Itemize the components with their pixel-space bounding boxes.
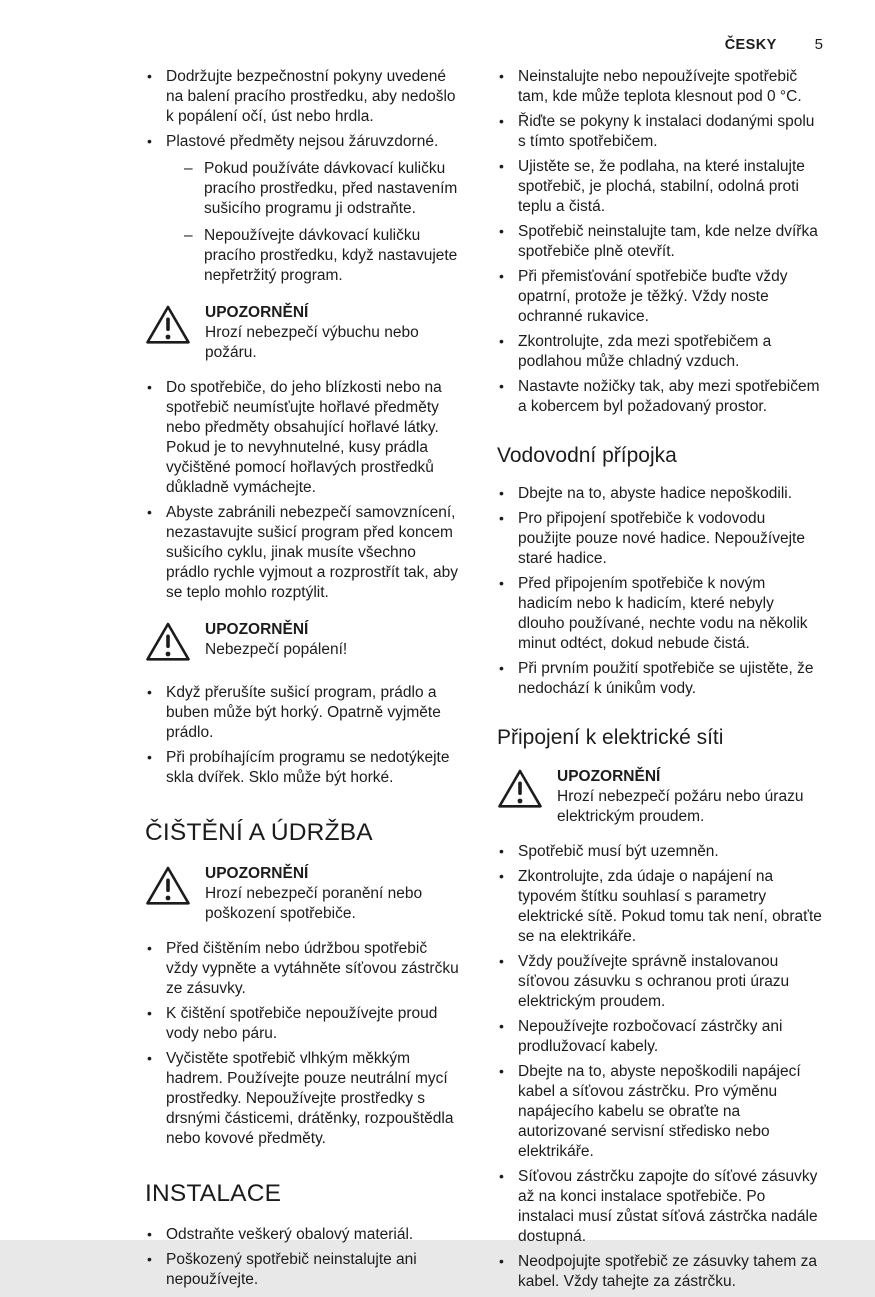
bullet-text: Když přerušíte sušicí program, prádlo a buben může být horký. Opatrně vyjměte prádlo. bbox=[166, 684, 441, 741]
bullet-marker-icon: • bbox=[147, 68, 152, 84]
warning-body bbox=[557, 767, 823, 827]
bullet-text: Před připojením spotřebiče k novým hadicím nebo k hadicím, které nebyly dlouho používané, nechte vodu na několik minut odtéct, dokud nebude čistá. bbox=[518, 575, 808, 652]
bullet-text: Síťovou zástrčku zapojte do síťové zásuvky až na konci instalace spotřebiče. Po instalaci musí zůstat síťová zástrčka nadále dostupná. bbox=[518, 1168, 818, 1245]
bullet-item bbox=[497, 659, 823, 699]
bullet-item bbox=[497, 157, 823, 217]
bullet-marker-icon: • bbox=[499, 575, 504, 591]
bullet-text: Dbejte na to, abyste nepoškodili napájecí kabel a síťovou zástrčku. Pro výměnu napájecího kabelu se obraťte na autorizované servisní středisko nebo elektrikáře. bbox=[518, 1063, 801, 1160]
warning-block bbox=[145, 620, 463, 668]
warning-block bbox=[145, 303, 463, 363]
bullet-item bbox=[497, 1017, 823, 1057]
bullet-marker-icon: • bbox=[499, 113, 504, 129]
bullet-text: Řiďte se pokyny k instalaci dodanými spolu s tímto spotřebičem. bbox=[518, 113, 815, 150]
bullet-text: K čištění spotřebiče nepoužívejte proud vody nebo páru. bbox=[166, 1005, 438, 1042]
bullet-text: Do spotřebiče, do jeho blízkosti nebo na spotřebič neumísťujte hořlavé předměty nebo předměty obsahující hořlavé látky. Pokud je to nevyhnutelné, kusy prádla vyčištěné pomocí hořlavých prostředků důkladně vymáchejte. bbox=[166, 379, 442, 496]
subsection-heading: Připojení k elektrické síti bbox=[497, 726, 724, 749]
bullet-marker-icon: • bbox=[147, 684, 152, 700]
section-heading: INSTALACE bbox=[145, 1180, 282, 1207]
bullet-list bbox=[497, 67, 823, 417]
bullet-item bbox=[145, 378, 463, 498]
language-label: ČESKY bbox=[724, 37, 777, 53]
warning-title: UPOZORNĚNÍ bbox=[557, 768, 661, 785]
warning-text: Hrozí nebezpečí poranění nebo poškození spotřebiče. bbox=[205, 885, 423, 922]
bullet-text: Abyste zabránili nebezpečí samovznícení, nezastavujte sušicí program před koncem sušicího cyklu, jinak musíte všechno prádlo rychle vyjmout a rozprostřít tak, aby se teplo mohlo rozptýlit. bbox=[166, 504, 459, 601]
bullet-item bbox=[145, 1250, 463, 1290]
bullet-text: Před čištěním nebo údržbou spotřebič vždy vypněte a vytáhněte síťovou zástrčku ze zásuvky. bbox=[166, 940, 459, 997]
warning-block bbox=[497, 767, 823, 827]
warning-text: Hrozí nebezpečí výbuchu nebo požáru. bbox=[205, 324, 419, 361]
bullet-item bbox=[497, 1062, 823, 1162]
bullet-item bbox=[497, 332, 823, 372]
page-header bbox=[497, 35, 823, 55]
section-heading: ČIŠTĚNÍ A ÚDRŽBA bbox=[145, 819, 373, 846]
bullet-item bbox=[145, 1049, 463, 1149]
bullet-item bbox=[497, 952, 823, 1012]
bullet-text: Neinstalujte nebo nepoužívejte spotřebič tam, kde může teplota klesnout pod 0 °C. bbox=[518, 68, 802, 105]
bullet-marker-icon: • bbox=[147, 1005, 152, 1021]
bullet-list bbox=[497, 842, 823, 1292]
bullet-item bbox=[145, 939, 463, 999]
bullet-marker-icon: • bbox=[499, 1018, 504, 1034]
sub-bullet-list bbox=[166, 159, 463, 286]
bullet-text: Vyčistěte spotřebič vlhkým měkkým hadrem. Používejte pouze neutrální mycí prostředky. Nepoužívejte prostředky s drsnými částicemi, drátěnky, rozpouštědla nebo kovové předměty. bbox=[166, 1050, 454, 1147]
bullet-text: Poškozený spotřebič neinstalujte ani nepoužívejte. bbox=[166, 1251, 417, 1288]
bullet-text: Vždy používejte správně instalovanou síťovou zásuvku s ochranou proti úrazu elektrickým proudem. bbox=[518, 953, 790, 1010]
bullet-item bbox=[497, 377, 823, 417]
bullet-marker-icon: • bbox=[499, 1063, 504, 1079]
bullet-marker-icon: • bbox=[147, 1251, 152, 1267]
bullet-marker-icon: • bbox=[499, 68, 504, 84]
bullet-marker-icon: • bbox=[147, 133, 152, 149]
bullet-item bbox=[497, 67, 823, 107]
bullet-item bbox=[145, 1225, 463, 1245]
bullet-text: Spotřebič musí být uzemněn. bbox=[518, 843, 719, 860]
bullet-marker-icon: • bbox=[147, 1226, 152, 1242]
warning-body bbox=[205, 864, 463, 924]
bullet-text: Při přemisťování spotřebiče buďte vždy opatrní, protože je těžký. Vždy noste ochranné rukavice. bbox=[518, 268, 788, 325]
bullet-marker-icon: • bbox=[499, 485, 504, 501]
warning-block bbox=[145, 864, 463, 924]
bullet-marker-icon: • bbox=[499, 868, 504, 884]
bullet-text: Neodpojujte spotřebič ze zásuvky tahem za kabel. Vždy tahejte za zástrčku. bbox=[518, 1253, 817, 1290]
bullet-text: Nastavte nožičky tak, aby mezi spotřebičem a kobercem byl požadovaný prostor. bbox=[518, 378, 820, 415]
bullet-item bbox=[497, 842, 823, 862]
bullet-marker-icon: • bbox=[499, 510, 504, 526]
warning-title: UPOZORNĚNÍ bbox=[205, 865, 309, 882]
bullet-list bbox=[145, 1225, 463, 1290]
bullet-marker-icon: • bbox=[499, 158, 504, 174]
warning-title: UPOZORNĚNÍ bbox=[205, 621, 309, 638]
dash-marker-icon: – bbox=[184, 160, 193, 177]
bullet-text: Pro připojení spotřebiče k vodovodu použijte pouze nové hadice. Nepoužívejte staré hadice. bbox=[518, 510, 805, 567]
bullet-item bbox=[497, 112, 823, 152]
bullet-marker-icon: • bbox=[147, 1050, 152, 1066]
bullet-item bbox=[497, 484, 823, 504]
bullet-item bbox=[145, 503, 463, 603]
bullet-text: Ujistěte se, že podlaha, na které instalujte spotřebič, je plochá, stabilní, odolná proti teplu a čistá. bbox=[518, 158, 805, 215]
dash-marker-icon: – bbox=[184, 227, 193, 244]
sub-bullet-text: Nepoužívejte dávkovací kuličku pracího prostředku, když nastavujete nepřetržitý program. bbox=[204, 227, 458, 284]
bullet-text: Odstraňte veškerý obalový materiál. bbox=[166, 1226, 414, 1243]
bullet-item bbox=[497, 1167, 823, 1247]
sub-bullet-item bbox=[184, 226, 463, 286]
page-number: 5 bbox=[814, 36, 823, 53]
warning-triangle-icon bbox=[497, 767, 543, 827]
bullet-marker-icon: • bbox=[147, 504, 152, 520]
bullet-list bbox=[145, 378, 463, 603]
right-column bbox=[497, 62, 823, 1297]
bullet-list bbox=[145, 939, 463, 1149]
bullet-item bbox=[497, 1252, 823, 1292]
bullet-marker-icon: • bbox=[499, 953, 504, 969]
bullet-item bbox=[497, 222, 823, 262]
bullet-item bbox=[145, 132, 463, 286]
bullet-marker-icon: • bbox=[499, 1253, 504, 1269]
bullet-text: Plastové předměty nejsou žáruvzdorné. bbox=[166, 133, 439, 150]
bullet-item bbox=[497, 509, 823, 569]
bullet-text: Zkontrolujte, zda mezi spotřebičem a podlahou může chladný vzduch. bbox=[518, 333, 772, 370]
bullet-marker-icon: • bbox=[499, 843, 504, 859]
warning-body bbox=[205, 620, 463, 668]
bullet-marker-icon: • bbox=[499, 223, 504, 239]
bullet-list bbox=[497, 484, 823, 699]
warning-text: Hrozí nebezpečí požáru nebo úrazu elektrickým proudem. bbox=[557, 788, 804, 825]
bullet-text: Dbejte na to, abyste hadice nepoškodili. bbox=[518, 485, 793, 502]
sub-bullet-text: Pokud používáte dávkovací kuličku pracího prostředku, před nastavením sušicího programu ji odstraňte. bbox=[204, 160, 458, 217]
bullet-item bbox=[145, 748, 463, 788]
sub-bullet-item bbox=[184, 159, 463, 219]
bullet-text: Při prvním použití spotřebiče se ujistěte, že nedochází k únikům vody. bbox=[518, 660, 814, 697]
bullet-text: Při probíhajícím programu se nedotýkejte skla dvířek. Sklo může být horké. bbox=[166, 749, 450, 786]
bullet-text: Nepoužívejte rozbočovací zástrčky ani prodlužovací kabely. bbox=[518, 1018, 783, 1055]
bullet-text: Dodržujte bezpečnostní pokyny uvedené na balení pracího prostředku, aby nedošlo k popálení očí, úst nebo hrdla. bbox=[166, 68, 456, 125]
bullet-item bbox=[497, 867, 823, 947]
warning-title: UPOZORNĚNÍ bbox=[205, 304, 309, 321]
bullet-marker-icon: • bbox=[147, 749, 152, 765]
warning-body bbox=[205, 303, 463, 363]
bullet-text: Spotřebič neinstalujte tam, kde nelze dvířka spotřebiče plně otevřít. bbox=[518, 223, 818, 260]
left-column bbox=[145, 62, 463, 1295]
warning-triangle-icon bbox=[145, 864, 191, 924]
bullet-marker-icon: • bbox=[499, 268, 504, 284]
bullet-item bbox=[145, 67, 463, 127]
bullet-item bbox=[145, 683, 463, 743]
bullet-marker-icon: • bbox=[147, 940, 152, 956]
bullet-text: Zkontrolujte, zda údaje o napájení na typovém štítku souhlasí s parametry elektrické sítě. Pokud tomu tak není, obraťte se na elektrikáře. bbox=[518, 868, 822, 945]
bullet-item bbox=[145, 1004, 463, 1044]
bullet-list bbox=[145, 67, 463, 286]
warning-triangle-icon bbox=[145, 620, 191, 668]
bullet-marker-icon: • bbox=[499, 333, 504, 349]
bullet-item bbox=[497, 267, 823, 327]
bullet-marker-icon: • bbox=[499, 1168, 504, 1184]
bullet-item bbox=[497, 574, 823, 654]
subsection-heading: Vodovodní přípojka bbox=[497, 444, 677, 467]
bullet-marker-icon: • bbox=[499, 660, 504, 676]
warning-triangle-icon bbox=[145, 303, 191, 363]
warning-text: Nebezpečí popálení! bbox=[205, 641, 348, 658]
bullet-list bbox=[145, 683, 463, 788]
bullet-marker-icon: • bbox=[147, 379, 152, 395]
bullet-marker-icon: • bbox=[499, 378, 504, 394]
